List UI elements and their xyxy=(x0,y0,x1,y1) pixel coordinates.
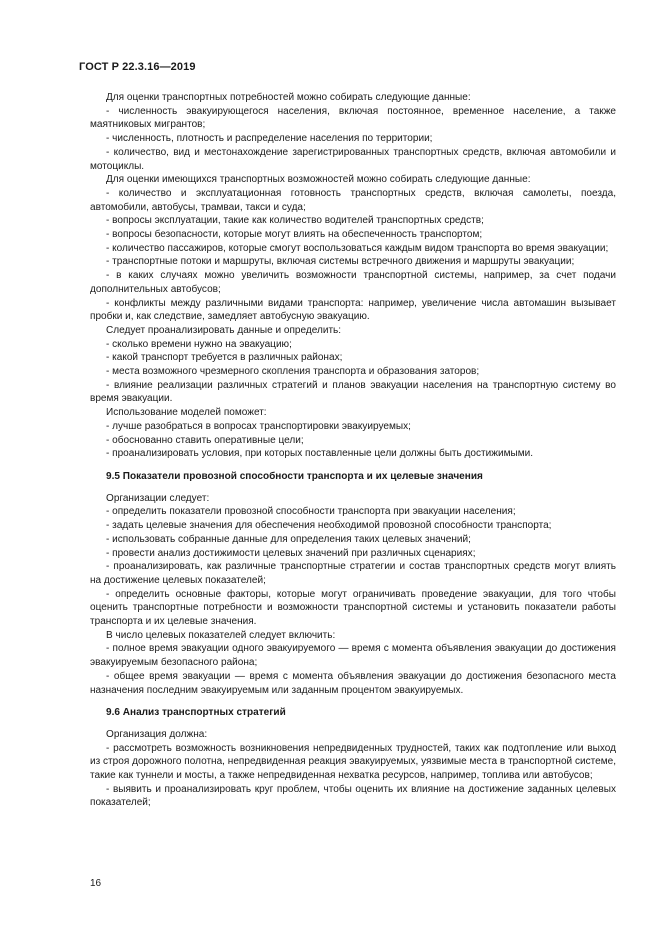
list-item: - провести анализ достижимости целевых значений при различных сценариях; xyxy=(106,547,476,559)
list-item: - численность, плотность и распределение населения по территории; xyxy=(106,133,433,145)
list-item: - проанализировать, как различные транспортные стратегии и состав транспортных средств могут влиять на достижение целевых показателей; xyxy=(90,561,616,586)
list-item: - определить показатели провозной способности транспорта при эвакуации населения; xyxy=(106,506,516,518)
list-item: - вопросы безопасности, которые могут влиять на обеспеченность транспортом; xyxy=(106,229,483,241)
list-item: - количество пассажиров, которые смогут воспользоваться каждым видом транспорта во время эвакуации; xyxy=(106,242,609,254)
paragraph: Для оценки транспортных потребностей можно собирать следующие данные: xyxy=(106,92,471,103)
paragraph: В число целевых показателей следует включить: xyxy=(106,629,336,641)
list-item: - рассмотреть возможность возникновения непредвиденных трудностей, таких как подтопление или выход из строя дорожного полотна, непредвиденная реакция эвакуируемых, уязвимые места в транспортной системе, такие как туннели и мосты, а также непредвиденная нехватка ресурсов, например, топлива или автобусов; xyxy=(90,742,616,782)
paragraph: Для оценки имеющихся транспортных возможностей можно собирать следующие данные: xyxy=(106,174,531,186)
list-item: - лучше разобраться в вопросах транспортировки эвакуируемых; xyxy=(106,420,411,432)
section-heading-9-5: 9.5 Показатели провозной способности транспорта и их целевые значения xyxy=(106,470,483,482)
paragraph: Следует проанализировать данные и определить: xyxy=(106,324,342,336)
list-item: - в каких случаях можно увеличить возможности транспортной системы, например, за счет подачи дополнительных автобусов; xyxy=(90,270,616,295)
list-item: - сколько времени нужно на эвакуацию; xyxy=(106,338,292,350)
list-item: - количество, вид и местонахождение зарегистрированных транспортных средств, включая автомобили и мотоциклы. xyxy=(90,146,616,172)
list-item: - проанализировать условия, при которых поставленные цели должны быть достижимыми. xyxy=(106,448,534,460)
list-item: - определить основные факторы, которые могут ограничивать проведение эвакуации, для того чтобы оценить транспортные потребности и возможности транспортной системы и установить показатели работы транспорта и их целевые значения. xyxy=(90,588,616,628)
paragraph: Организация должна: xyxy=(106,728,208,740)
list-item: - какой транспорт требуется в различных районах; xyxy=(106,352,343,364)
list-item: - полное время эвакуации одного эвакуируемого — время с момента объявления эвакуации до достижения эвакуируемым безопасного района; xyxy=(90,643,616,669)
page-number: 16 xyxy=(90,878,102,889)
list-item: - влияние реализации различных стратегий и планов эвакуации населения на транспортную систему во время эвакуации. xyxy=(90,379,616,405)
list-item: - численность эвакуирующегося населения, включая постоянное, временное население, а также маятниковых мигрантов; xyxy=(90,105,616,131)
list-item: - общее время эвакуации — время с момента объявления эвакуации до достижения безопасного места назначения последним эвакуируемым или заданным процентом эвакуируемых. xyxy=(90,670,616,696)
paragraph: Организации следует: xyxy=(106,492,210,504)
list-item: - количество и эксплуатационная готовность транспортных средств, включая самолеты, поезда, автомобили, автобусы, трамваи, такси и суда; xyxy=(90,187,616,213)
list-item: - выявить и проанализировать круг проблем, чтобы оценить их влияние на достижение заданных целевых показателей; xyxy=(90,783,616,809)
list-item: - задать целевые значения для обеспечения необходимой провозной способности транспорта; xyxy=(106,520,552,532)
document-body xyxy=(90,91,616,810)
paragraph: Использование моделей поможет: xyxy=(106,407,267,419)
section-heading-9-6: 9.6 Анализ транспортных стратегий xyxy=(106,707,286,719)
list-item: - обоснованно ставить оперативные цели; xyxy=(106,434,304,446)
document-header: ГОСТ Р 22.3.16—2019 xyxy=(79,61,196,73)
list-item: - конфликты между различными видами транспорта: например, увеличение числа автомашин вызывает пробки и, как следствие, замедляет автобусную эвакуацию. xyxy=(90,297,616,323)
list-item: - вопросы эксплуатации, такие как количество водителей транспортных средств; xyxy=(106,215,484,227)
list-item: - места возможного чрезмерного скопления транспорта и образования заторов; xyxy=(106,366,480,378)
list-item: - использовать собранные данные для определения таких целевых значений; xyxy=(106,533,471,545)
list-item: - транспортные потоки и маршруты, включая системы встречного движения и маршруты эвакуации; xyxy=(106,256,575,268)
